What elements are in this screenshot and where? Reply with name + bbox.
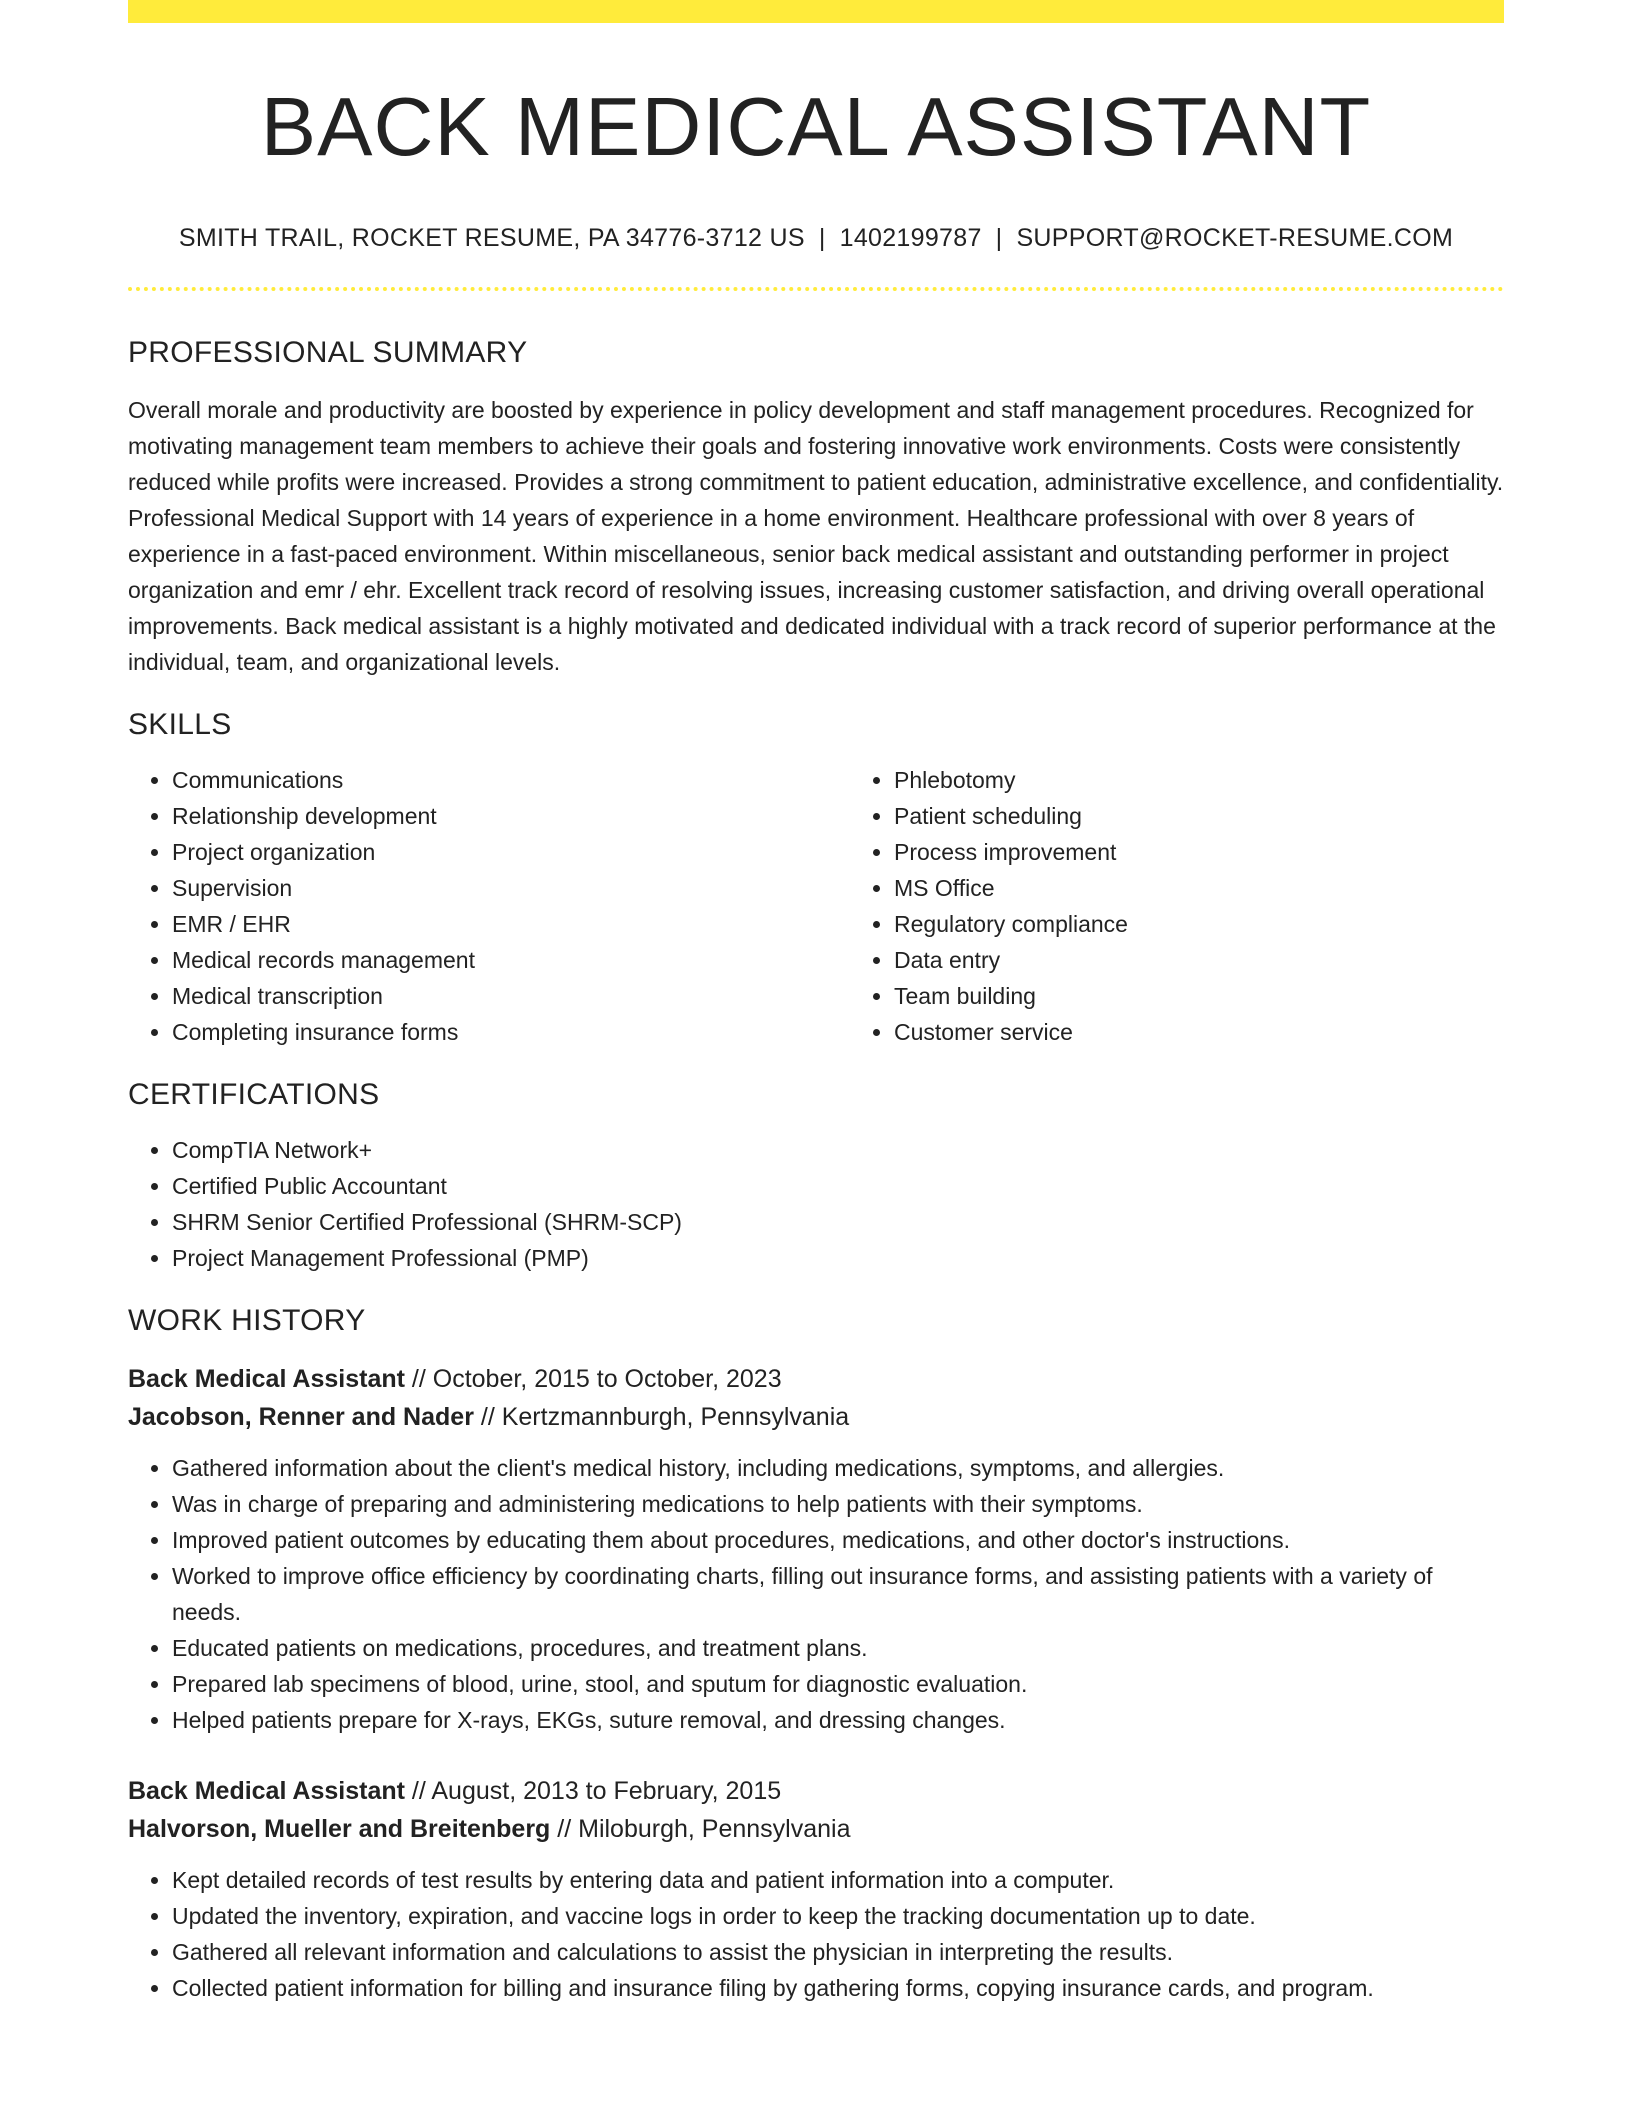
skill-item: • Patient scheduling bbox=[894, 798, 1572, 834]
contact-address: SMITH TRAIL, ROCKET RESUME, PA 34776-3712 US bbox=[178, 224, 805, 253]
contact-separator: | bbox=[995, 224, 1003, 253]
job-dates: // August, 2013 to February, 2015 bbox=[411, 1777, 782, 1806]
job-bullet: • Kept detailed records of test results by entering data and patient information into a computer. bbox=[172, 1862, 1504, 1898]
section-title-summary: PROFESSIONAL SUMMARY bbox=[128, 336, 528, 370]
job-role-line bbox=[128, 1772, 1504, 1810]
accent-top-bar bbox=[128, 0, 1504, 23]
skill-item: • Process improvement bbox=[894, 834, 1572, 870]
certification-item: • Certified Public Accountant bbox=[172, 1168, 1504, 1204]
contact-separator: | bbox=[818, 224, 826, 253]
skill-item: • Data entry bbox=[894, 942, 1572, 978]
skill-item: • Team building bbox=[894, 978, 1572, 1014]
certification-item: • Project Management Professional (PMP) bbox=[172, 1240, 1504, 1276]
contact-line bbox=[128, 224, 1504, 253]
skill-item: • Regulatory compliance bbox=[894, 906, 1572, 942]
job-bullet: • Worked to improve office efficiency by coordinating charts, filling out insurance forms, and assisting patients with a variety of needs. bbox=[172, 1558, 1504, 1630]
resume-page bbox=[128, 0, 1504, 2006]
certification-item: • CompTIA Network+ bbox=[172, 1132, 1504, 1168]
candidate-name: BACK MEDICAL ASSISTANT bbox=[260, 80, 1372, 173]
job-role: Back Medical Assistant bbox=[128, 1777, 405, 1806]
job-bullets bbox=[128, 1862, 1504, 2006]
job-entry bbox=[128, 1360, 1504, 1738]
skills-columns bbox=[128, 762, 1504, 1050]
job-bullet: • Gathered information about the client's medical history, including medications, symptoms, and allergies. bbox=[172, 1450, 1504, 1486]
job-bullet: • Collected patient information for billing and insurance filing by gathering forms, copying insurance cards, and program. bbox=[172, 1970, 1504, 2006]
job-bullet: • Prepared lab specimens of blood, urine, stool, and sputum for diagnostic evaluation. bbox=[172, 1666, 1504, 1702]
job-location: // Kertzmannburgh, Pennsylvania bbox=[480, 1403, 850, 1432]
certification-item: • SHRM Senior Certified Professional (SHRM-SCP) bbox=[172, 1204, 1504, 1240]
skill-item: • Communications bbox=[172, 762, 850, 798]
dotted-divider bbox=[128, 287, 1504, 291]
job-bullet: • Helped patients prepare for X-rays, EKGs, suture removal, and dressing changes. bbox=[172, 1702, 1504, 1738]
summary-text: Overall morale and productivity are boosted by experience in policy development and staff management procedures. Recognized for motivating management team members to achieve their goals and fostering innovative work environments. Costs were consistently reduced while profits were increased. Provides a strong commitment to patient education, administrative excellence, and confidentiality. Professional Medical Support with 14 years of experience in a home environment. Healthcare professional with over 8 years of experience in a fast-paced environment. Within miscellaneous, senior back medical assistant and outstanding performer in project organization and emr / ehr. Excellent track record of resolving issues, increasing customer satisfaction, and driving overall operational improvements. Back medical assistant is a highly motivated and dedicated individual with a track record of superior performance at the individual, team, and organizational levels. bbox=[128, 397, 1504, 676]
job-entry bbox=[128, 1772, 1504, 2006]
skill-item: • MS Office bbox=[894, 870, 1572, 906]
job-bullet: • Educated patients on medications, procedures, and treatment plans. bbox=[172, 1630, 1504, 1666]
skill-item: • Relationship development bbox=[172, 798, 850, 834]
section-title-skills: SKILLS bbox=[128, 708, 232, 742]
job-bullets bbox=[128, 1450, 1504, 1738]
job-bullet: • Was in charge of preparing and administering medications to help patients with their symptoms. bbox=[172, 1486, 1504, 1522]
job-bullet: • Gathered all relevant information and calculations to assist the physician in interpreting the results. bbox=[172, 1934, 1504, 1970]
job-company: Jacobson, Renner and Nader bbox=[128, 1403, 474, 1432]
skills-list-right bbox=[850, 762, 1572, 1050]
job-company-line bbox=[128, 1398, 1504, 1436]
skill-item: • Customer service bbox=[894, 1014, 1572, 1050]
job-company-line bbox=[128, 1810, 1504, 1848]
skill-item: • Medical transcription bbox=[172, 978, 850, 1014]
job-dates: // October, 2015 to October, 2023 bbox=[411, 1365, 782, 1394]
skill-item: • Completing insurance forms bbox=[172, 1014, 850, 1050]
contact-phone: 1402199787 bbox=[839, 224, 982, 253]
skill-item: • Medical records management bbox=[172, 942, 850, 978]
contact-email: SUPPORT@ROCKET-RESUME.COM bbox=[1016, 224, 1454, 253]
skill-item: • Phlebotomy bbox=[894, 762, 1572, 798]
certifications-list bbox=[128, 1132, 1504, 1276]
job-location: // Miloburgh, Pennsylvania bbox=[557, 1815, 851, 1844]
skills-list-left bbox=[128, 762, 850, 1050]
job-bullet: • Improved patient outcomes by educating them about procedures, medications, and other doctor's instructions. bbox=[172, 1522, 1504, 1558]
section-title-certifications: CERTIFICATIONS bbox=[128, 1078, 380, 1112]
skill-item: • Supervision bbox=[172, 870, 850, 906]
job-role-line bbox=[128, 1360, 1504, 1398]
job-company: Halvorson, Mueller and Breitenberg bbox=[128, 1815, 551, 1844]
job-role: Back Medical Assistant bbox=[128, 1365, 405, 1394]
job-bullet: • Updated the inventory, expiration, and vaccine logs in order to keep the tracking documentation up to date. bbox=[172, 1898, 1504, 1934]
skill-item: • EMR / EHR bbox=[172, 906, 850, 942]
skill-item: • Project organization bbox=[172, 834, 850, 870]
section-title-work-history: WORK HISTORY bbox=[128, 1304, 366, 1338]
